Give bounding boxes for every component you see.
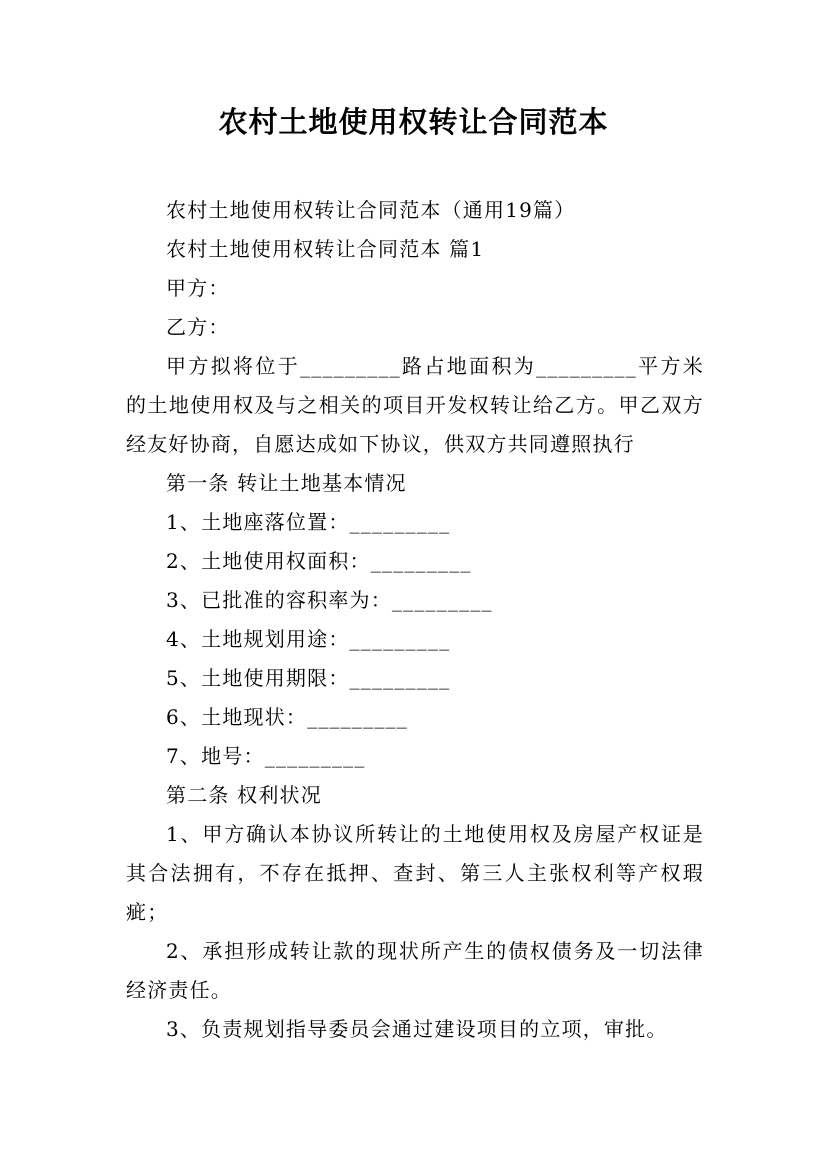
party-b-line: 乙方： [166, 315, 230, 339]
document-body [126, 191, 704, 1049]
clause-item: 3、已批准的容积率为：_________ [166, 588, 493, 612]
clause-item: 6、土地现状：_________ [166, 705, 408, 729]
document-title: 农村土地使用权转让合同范本 [218, 105, 609, 139]
section-heading-paragraph: 农村土地使用权转让合同范本 篇1 [166, 237, 485, 261]
clause-item: 4、土地规划用途：_________ [166, 627, 451, 651]
party-a-line: 甲方： [166, 276, 230, 300]
clause-item: 3、负责规划指导委员会通过建设项目的立项，审批。 [166, 1017, 668, 1041]
clause-item: 1、甲方确认本协议所转让的土地使用权及房屋产权证是其合法拥有，不存在抵押、查封、第三人主张权利等产权瑕疵； [126, 822, 704, 924]
subtitle-paragraph: 农村土地使用权转让合同范本（通用19篇） [166, 198, 576, 222]
article-one-heading: 第一条 转让土地基本情况 [166, 471, 407, 495]
article-two-heading: 第二条 权利状况 [166, 783, 322, 807]
intro-paragraph: 甲方拟将位于_________路占地面积为_________平方米的土地使用权及与之相关的项目开发权转让给乙方。甲乙双方经友好协商，自愿达成如下协议，供双方共同遵照执行 [126, 354, 704, 456]
clause-item: 2、土地使用权面积：_________ [166, 549, 472, 573]
clause-item: 1、土地座落位置：_________ [166, 510, 451, 534]
clause-item: 7、地号：_________ [166, 744, 366, 768]
clause-item: 5、土地使用期限：_________ [166, 666, 451, 690]
clause-item: 2、承担形成转让款的现状所产生的债权债务及一切法律经济责任。 [126, 939, 704, 1002]
